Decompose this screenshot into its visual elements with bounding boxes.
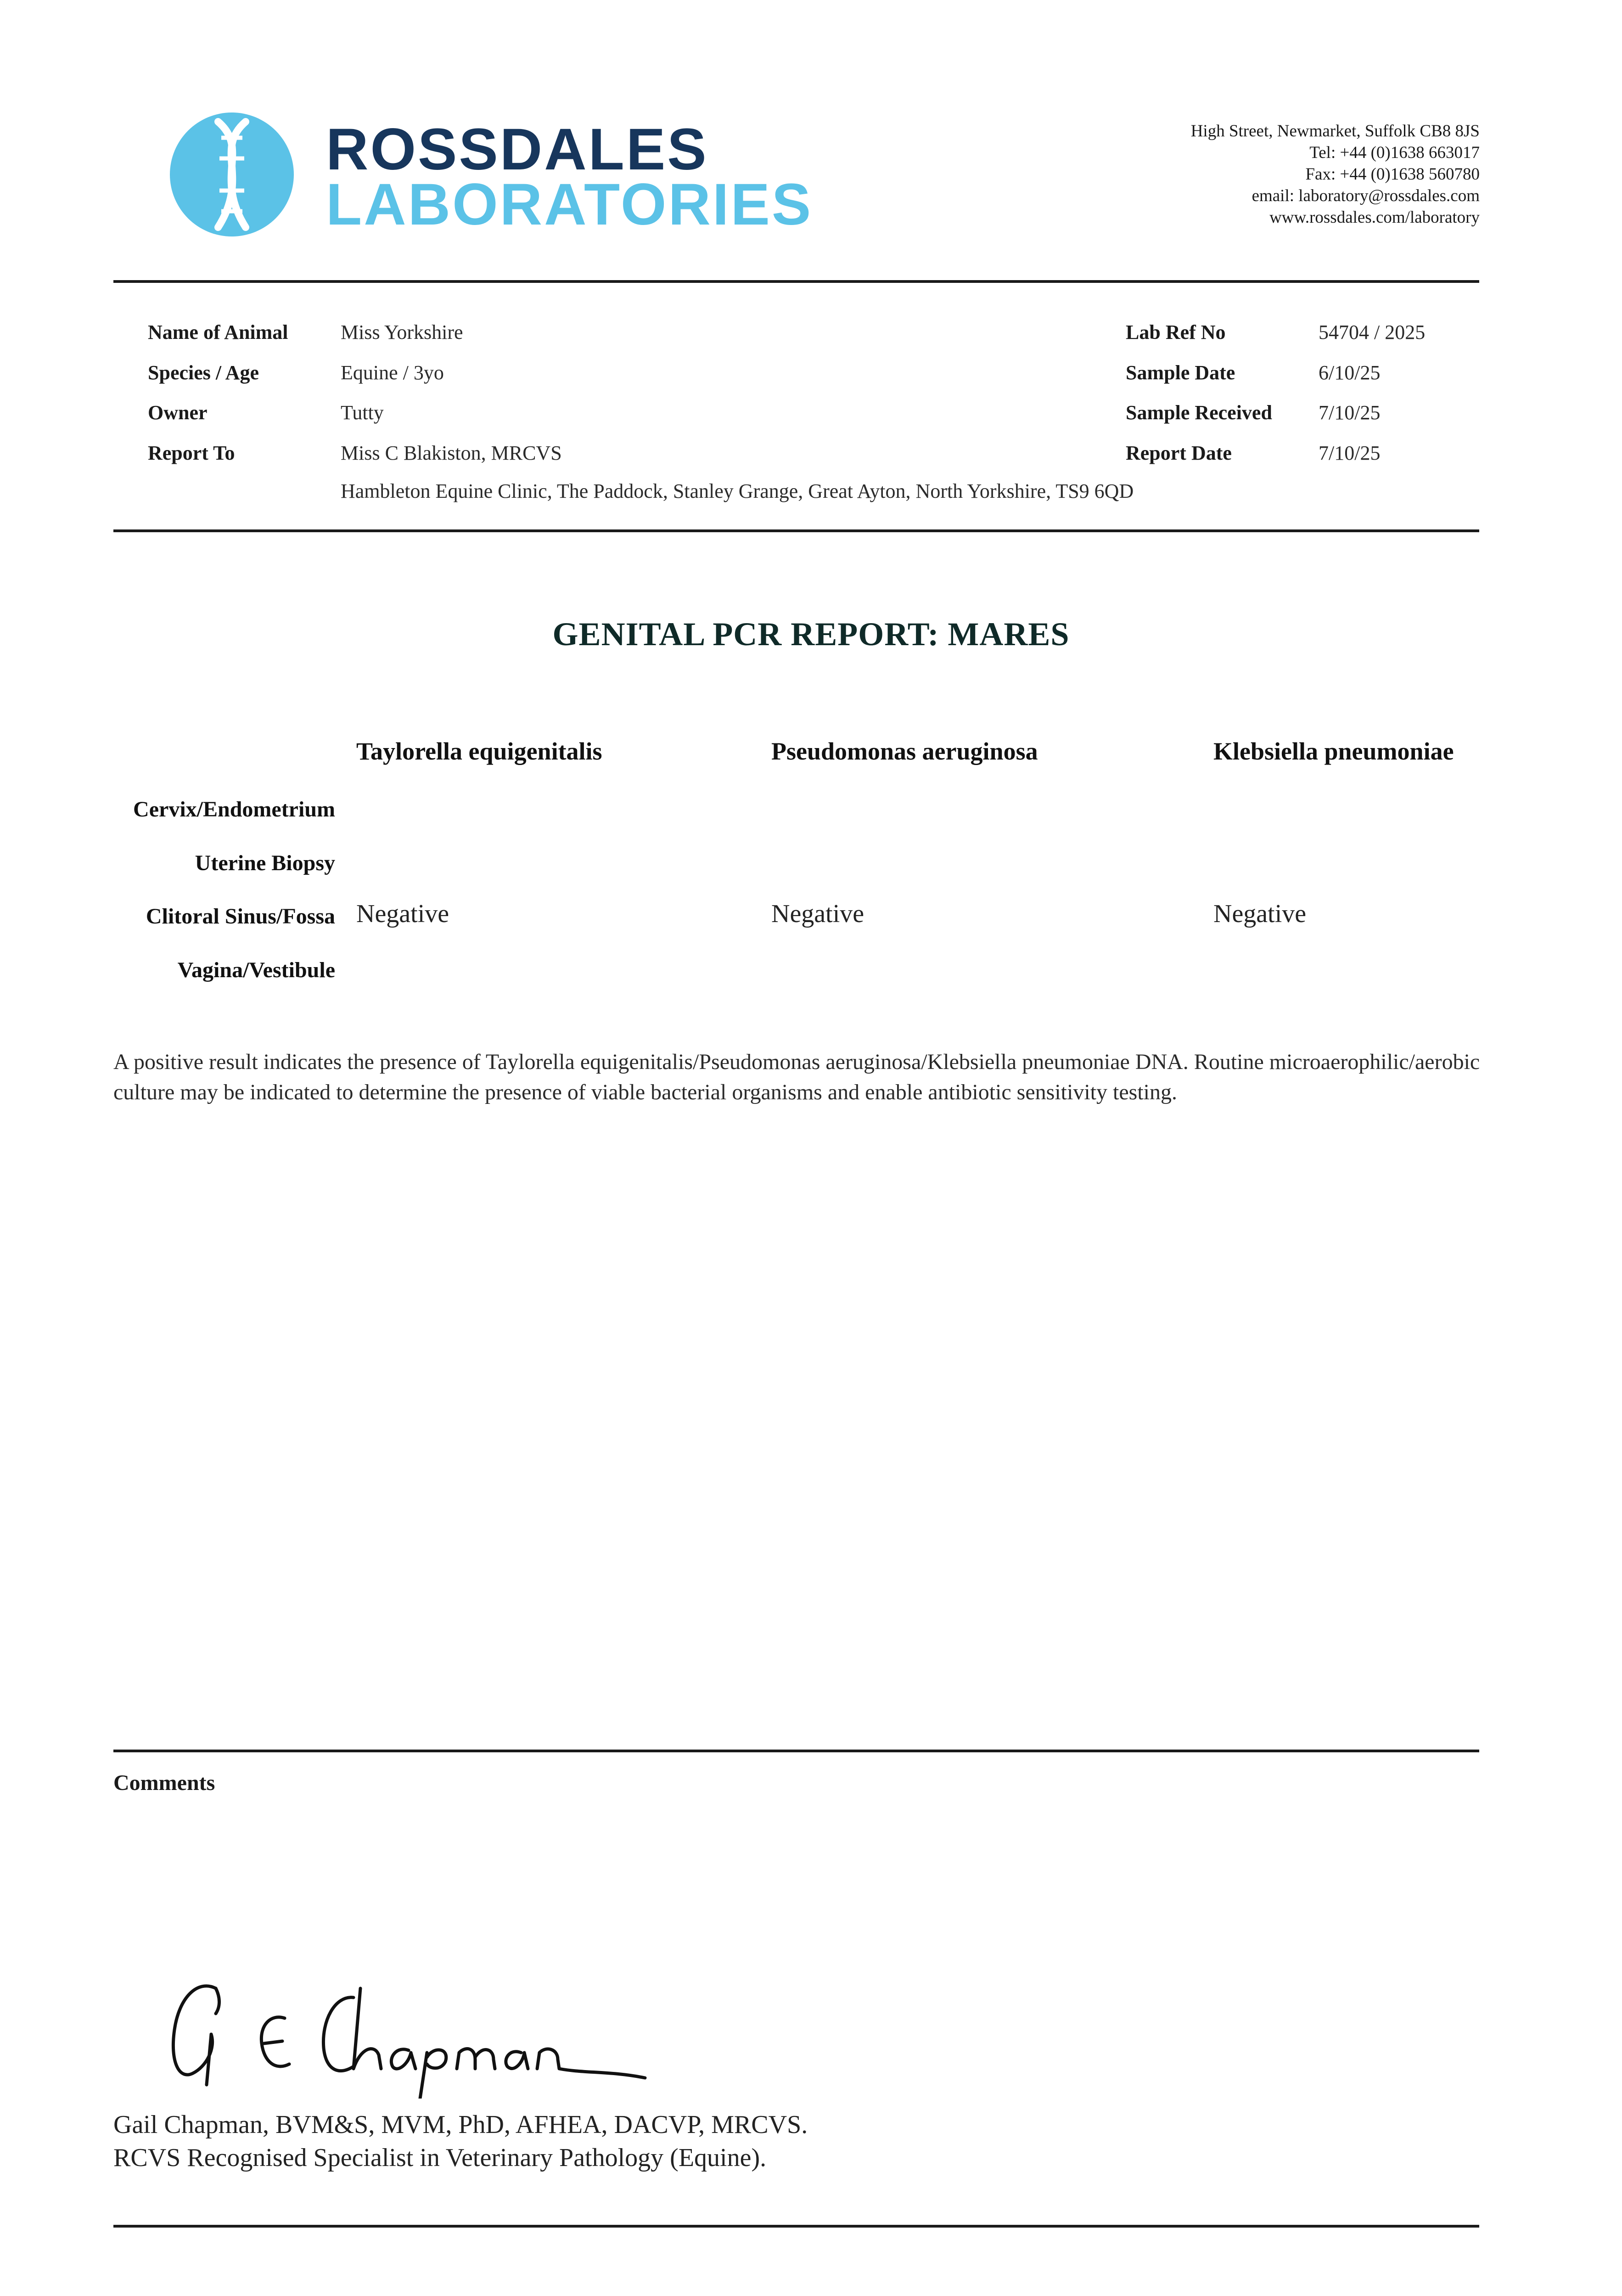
contact-address: High Street, Newmarket, Suffolk CB8 8JS xyxy=(1190,122,1480,141)
report-title: GENITAL PCR REPORT: MARES xyxy=(552,616,1070,653)
sample-received-value: 7/10/25 xyxy=(1319,401,1381,424)
report-to-address: Hambleton Equine Clinic, The Paddock, Stanley Grange, Great Ayton, North Yorkshire, TS9 6QD xyxy=(341,480,1134,502)
signatory-title: RCVS Recognised Specialist in Veterinary Pathology (Equine). xyxy=(113,2144,767,2172)
animal-label: Name of Animal xyxy=(148,321,288,343)
species-label: Species / Age xyxy=(148,361,259,384)
brand-name-line1: ROSSDALES xyxy=(326,117,708,182)
row-label-uterine-biopsy: Uterine Biopsy xyxy=(195,851,335,875)
species-value: Equine / 3yo xyxy=(341,361,444,384)
result-clitoral-klebsiella: Negative xyxy=(1213,900,1307,928)
brand-name-line2: LABORATORIES xyxy=(326,172,813,237)
column-header-pseudomonas: Pseudomonas aeruginosa xyxy=(771,737,1038,765)
owner-label: Owner xyxy=(148,401,208,424)
sample-received-label: Sample Received xyxy=(1126,401,1272,424)
row-label-clitoral: Clitoral Sinus/Fossa xyxy=(146,904,335,929)
sample-date-label: Sample Date xyxy=(1126,361,1235,384)
contact-fax: Fax: +44 (0)1638 560780 xyxy=(1305,165,1480,184)
comments-label: Comments xyxy=(113,1771,215,1795)
animal-value: Miss Yorkshire xyxy=(341,321,463,343)
dna-helix-icon xyxy=(170,113,294,236)
report-to-value: Miss C Blakiston, MRCVS xyxy=(341,442,562,464)
row-label-vagina: Vagina/Vestibule xyxy=(177,958,335,982)
column-header-taylorella: Taylorella equigenitalis xyxy=(356,737,602,765)
contact-email[interactable]: email: laboratory@rossdales.com xyxy=(1252,186,1480,205)
header-divider xyxy=(113,280,1479,283)
footer-divider xyxy=(113,2225,1479,2228)
lab-ref-label: Lab Ref No xyxy=(1126,321,1226,343)
result-clitoral-taylorella: Negative xyxy=(356,900,449,928)
report-date-label: Report Date xyxy=(1126,442,1232,464)
owner-value: Tutty xyxy=(341,401,384,424)
interpretation-note: A positive result indicates the presence of Taylorella equigenitalis/Pseudomonas aeruginosa/Klebsiella pneumoniae DNA. Routine microaerophilic/aerobic culture may be indicated to determine the presence of viable bacterial organisms and enable antibiotic sensitivity testing. xyxy=(113,1050,1480,1104)
row-label-cervix: Cervix/Endometrium xyxy=(133,797,335,822)
signatory-name: Gail Chapman, BVM&S, MVM, PhD, AFHEA, DACVP, MRCVS. xyxy=(113,2110,808,2139)
contact-website[interactable]: www.rossdales.com/laboratory xyxy=(1269,208,1480,227)
info-divider xyxy=(113,529,1479,532)
contact-block xyxy=(1191,120,1480,228)
comments-divider xyxy=(113,1750,1479,1752)
report-date-value: 7/10/25 xyxy=(1319,442,1381,464)
sample-date-value: 6/10/25 xyxy=(1319,361,1381,384)
report-to-label: Report To xyxy=(148,442,235,464)
contact-tel: Tel: +44 (0)1638 663017 xyxy=(1309,143,1480,162)
handwritten-signature xyxy=(152,1970,657,2099)
lab-ref-value: 54704 / 2025 xyxy=(1319,321,1426,343)
result-clitoral-pseudomonas: Negative xyxy=(771,900,864,928)
column-header-klebsiella: Klebsiella pneumoniae xyxy=(1213,737,1454,765)
